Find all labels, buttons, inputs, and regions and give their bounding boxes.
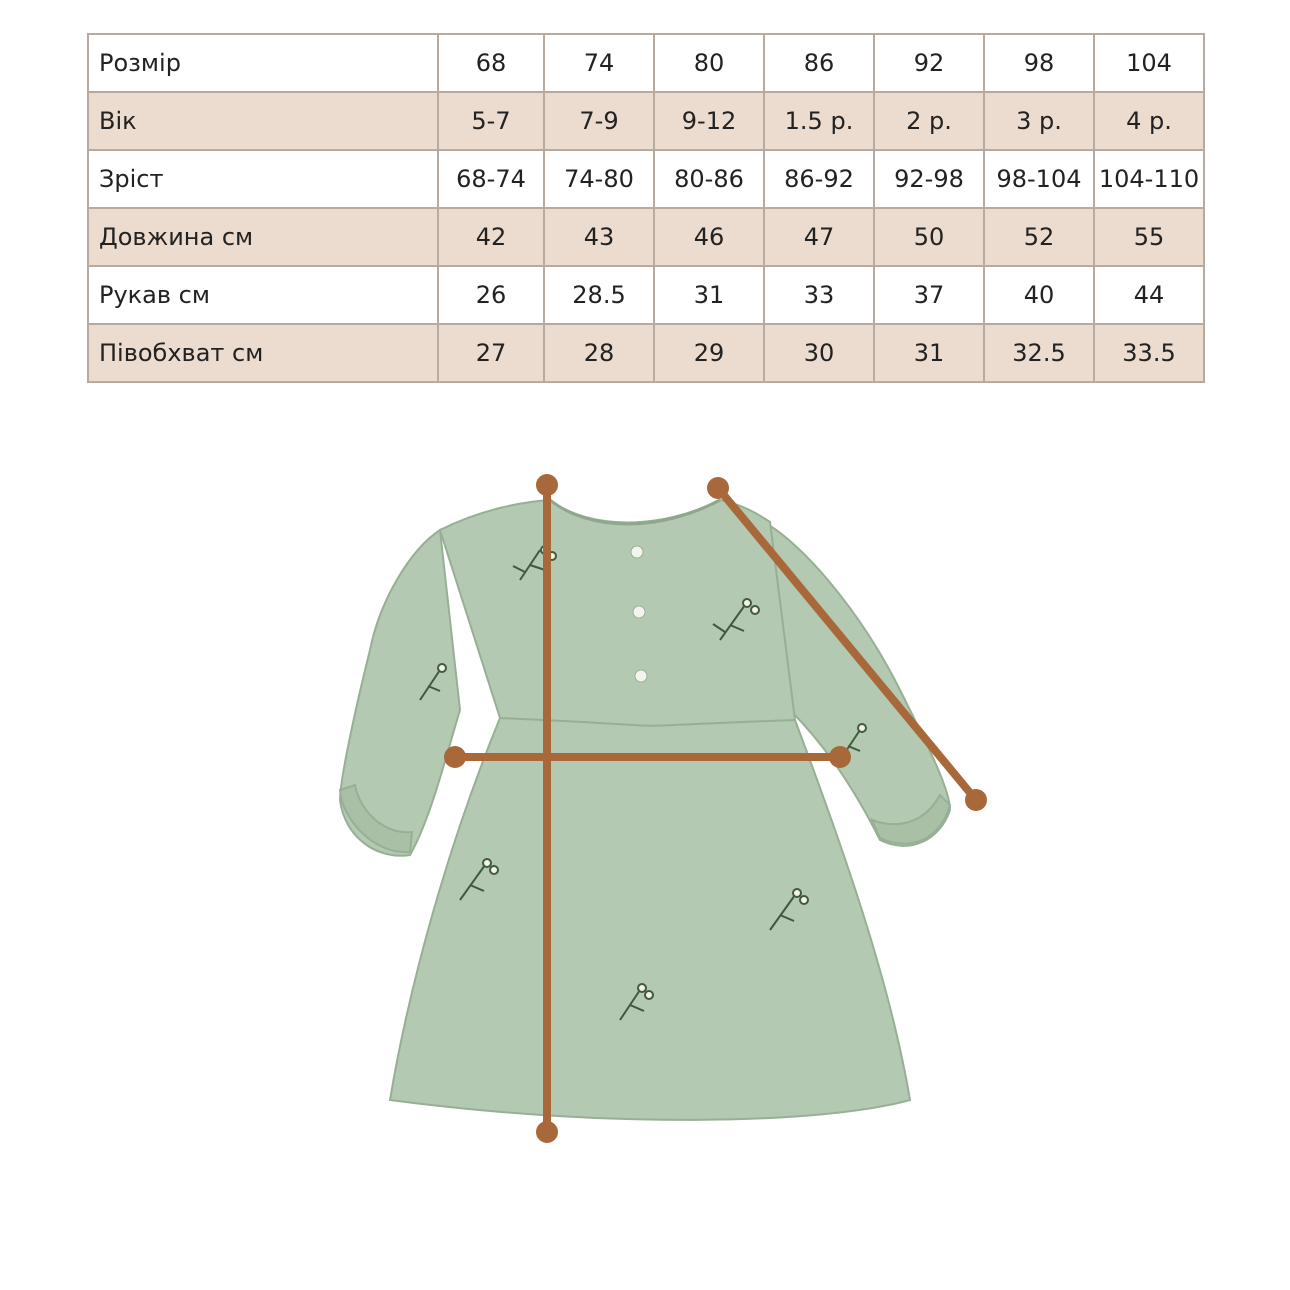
size-chart-cell: 44 — [1094, 266, 1204, 324]
bodice — [440, 500, 795, 726]
size-chart-cell: 40 — [984, 266, 1094, 324]
size-chart-row — [88, 266, 1204, 324]
size-chart-cell: 68 — [438, 34, 544, 92]
size-chart-cell: 42 — [438, 208, 544, 266]
size-chart-cell: 37 — [874, 266, 984, 324]
size-chart-cell: 68-74 — [438, 150, 544, 208]
size-chart-cell: 50 — [874, 208, 984, 266]
size-chart-cell: 32.5 — [984, 324, 1094, 382]
dress-illustration — [300, 460, 1000, 1160]
size-chart-cell: 28 — [544, 324, 654, 382]
size-chart-cell: 98 — [984, 34, 1094, 92]
row-label: Вік — [88, 92, 438, 150]
size-chart-cell: 33 — [764, 266, 874, 324]
size-chart-row — [88, 150, 1204, 208]
length-bottom-dot — [536, 1121, 558, 1143]
size-chart-cell: 31 — [874, 324, 984, 382]
chest-left-dot — [444, 746, 466, 768]
size-chart-table — [87, 33, 1205, 383]
size-chart-row — [88, 208, 1204, 266]
size-chart-cell: 46 — [654, 208, 764, 266]
size-chart-cell: 9-12 — [654, 92, 764, 150]
size-chart-cell: 33.5 — [1094, 324, 1204, 382]
size-chart-body — [88, 34, 1204, 382]
size-chart-cell: 28.5 — [544, 266, 654, 324]
size-chart-cell: 7-9 — [544, 92, 654, 150]
row-label: Півобхват см — [88, 324, 438, 382]
size-chart-cell: 86-92 — [764, 150, 874, 208]
dress-button — [635, 670, 647, 682]
sleeve-bottom-dot — [965, 789, 987, 811]
dress-button — [633, 606, 645, 618]
size-chart-cell: 55 — [1094, 208, 1204, 266]
dress-shape — [340, 500, 950, 1120]
row-label: Зріст — [88, 150, 438, 208]
row-label: Розмір — [88, 34, 438, 92]
size-chart-cell: 104 — [1094, 34, 1204, 92]
size-chart-cell: 43 — [544, 208, 654, 266]
row-label: Рукав см — [88, 266, 438, 324]
size-chart-cell: 2 р. — [874, 92, 984, 150]
size-chart-cell: 30 — [764, 324, 874, 382]
length-top-dot — [536, 474, 558, 496]
size-chart-cell: 3 р. — [984, 92, 1094, 150]
size-chart-cell: 1.5 р. — [764, 92, 874, 150]
size-chart-cell: 80-86 — [654, 150, 764, 208]
size-chart-cell: 31 — [654, 266, 764, 324]
size-chart-cell: 74 — [544, 34, 654, 92]
size-chart-cell: 92 — [874, 34, 984, 92]
row-label: Довжина см — [88, 208, 438, 266]
skirt — [390, 718, 910, 1120]
chest-right-dot — [829, 746, 851, 768]
size-chart-cell: 52 — [984, 208, 1094, 266]
size-chart-cell: 86 — [764, 34, 874, 92]
size-chart-cell: 47 — [764, 208, 874, 266]
size-chart-cell: 92-98 — [874, 150, 984, 208]
size-chart-cell: 29 — [654, 324, 764, 382]
size-chart-cell: 98-104 — [984, 150, 1094, 208]
size-chart-row — [88, 92, 1204, 150]
dress-button — [631, 546, 643, 558]
size-chart-row — [88, 324, 1204, 382]
sleeve-top-dot — [707, 477, 729, 499]
size-chart-cell: 104-110 — [1094, 150, 1204, 208]
size-chart-cell: 5-7 — [438, 92, 544, 150]
size-chart-row — [88, 34, 1204, 92]
size-chart-cell: 4 р. — [1094, 92, 1204, 150]
size-chart-cell: 80 — [654, 34, 764, 92]
size-chart-cell: 74-80 — [544, 150, 654, 208]
size-chart-cell: 27 — [438, 324, 544, 382]
size-chart-cell: 26 — [438, 266, 544, 324]
